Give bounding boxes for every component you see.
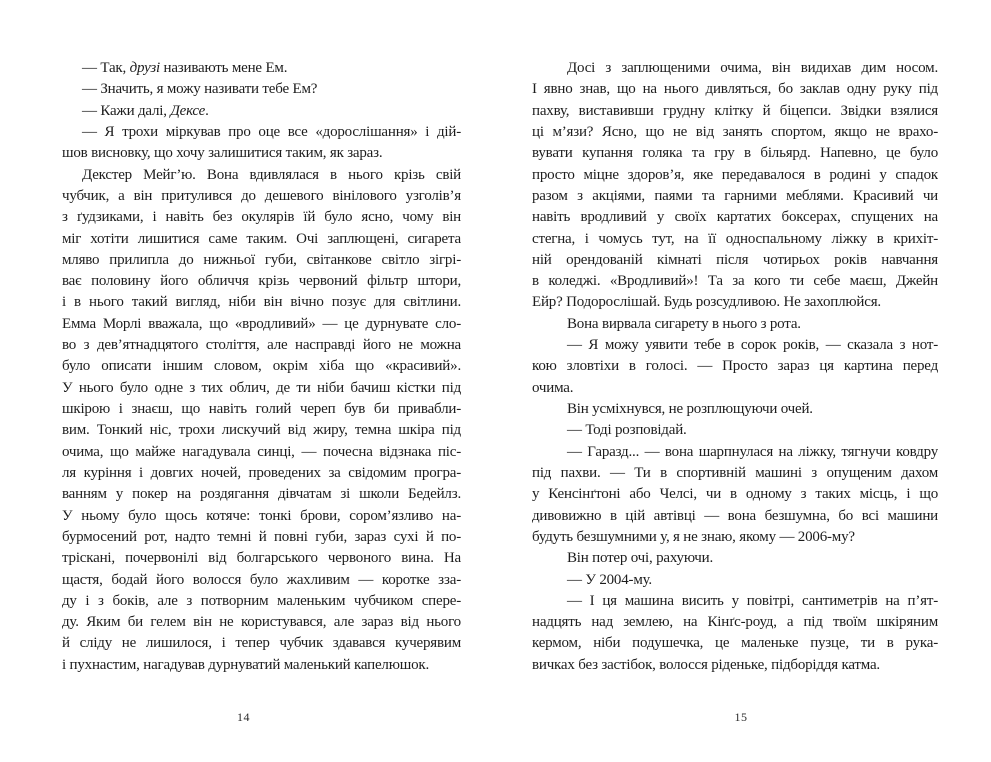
text-line: і в нього такий вигляд, ніби він вічно позує для світлини. [62, 294, 461, 311]
text-line: вим. Тонкий ніс, трохи лискучий від жиру, темна шкіра під [62, 422, 461, 439]
text-line: разом з акціями, паями та гарними меблями. Красивий чи [532, 187, 938, 204]
text-line: навіть вродливий у своїх картатих боксерах, спущених на [532, 209, 938, 226]
text-line: надцять над землею, на Кінґс-роуд, а під твоїм шкіряним [532, 614, 938, 631]
text-line: — Я можу уявити тебе в сорок років, — сказала з нот- [567, 337, 938, 354]
text-line: — Кажи далі, Дексе. [82, 102, 209, 119]
text-line: під пахви. — Ти в спортивній машині з опущеним дахом [532, 464, 938, 481]
text-line: — Так, друзі називають мене Ем. [82, 60, 288, 76]
text-line: ду і з боків, але з потворним маленьким чубчиком спере- [62, 592, 461, 609]
text-line: Емма Морлі вважала, що «вродливий» — це дурнувате сло- [62, 315, 461, 332]
text-line: будуть безшумними у, я не знаю, якому — 2006-му? [532, 528, 855, 545]
text-line: ній орендованій кімнаті після чотирьох років навчання [532, 251, 938, 268]
text-line: і пухнастим, нагадував дурнуватий маленький капелюшок. [62, 656, 430, 673]
text-line: І явно знав, що на нього дивляться, бо заклав одну руку під [532, 81, 938, 98]
text-line: пахву, виставивши грудну клітку й біцепси. Звідки взялися [532, 102, 938, 119]
text-line: Декстер Мейг’ю. Вона вдивлялася в нього крізь свій [82, 166, 461, 183]
page-left-text-block [62, 58, 461, 676]
text-line: — У 2004-му. [567, 571, 652, 588]
text-line: дивовижно в цій автівці — вона безшумна, бо всі машини [532, 507, 938, 524]
text-line: очима. [532, 379, 574, 396]
page-right-text-block [532, 58, 938, 676]
text-line: очима, що майже нагадувала синці, — почесна відзнака піс- [62, 443, 461, 460]
text-line: кермом, ніби подушечка, це маленьке пузце, ти в рука- [532, 635, 938, 652]
text-line: ду. Яким би гелем він не користувався, але зараз від нього [62, 614, 461, 631]
text-line: ля куріння і довгих ночей, проведених за свідомим програ- [62, 464, 461, 481]
text-line: міг хотіти лишитися саме таким. Очі заплющені, сигарета [62, 230, 461, 247]
text-line: в коледжі. «Вродливий»! Та за кого ти себе маєш, Джейн [532, 273, 938, 290]
text-line: шов висновку, що хочу залишитися таким, як зараз. [62, 145, 383, 162]
text-line: У ньому було щось котяче: тонкі брови, сором’язливо на- [62, 507, 461, 524]
text-line: й сліду не лишилося, і тепер чубчик здавався кучерявим [62, 635, 461, 652]
text-line: во з дев’ятнадцятого століття, але насправді його не можна [62, 337, 461, 354]
text-line: у Кенсінґтоні або Челсі, чи в одному з таких місць, і що [532, 486, 938, 503]
text-line: шкірою і знаєш, що навіть голий череп був би привабли- [62, 401, 461, 417]
text-line: У нього було одне з тих облич, де ти ніби бачиш кістки під [62, 379, 461, 396]
text-line: стегна, і чомусь тут, на її односпальному ліжку в крихіт- [532, 230, 938, 247]
text-line: Він усміхнувся, не розплющуючи очей. [567, 401, 813, 417]
text-line: вувати купання голяка та гру в більярд. Напевно, це було [532, 145, 938, 162]
text-line: бурмосений рот, надто темні й повні губи, зараз сухі й по- [62, 528, 461, 545]
text-line: — І ця машина висить у повітрі, сантиметрів на п’ят- [567, 592, 938, 609]
text-line: було описати іншим словом, окрім хіба що «красивий». [62, 358, 461, 375]
text-line: мляво прилипла до нижньої губи, світанкове світло зігрі- [62, 251, 461, 268]
page-right-number: 15 [734, 710, 748, 724]
text-line: Ейр? Подорослішай. Будь розсудливою. Не захоплюйся. [532, 294, 881, 311]
text-line: — Я трохи міркував про оце все «дорослішання» і дій- [82, 123, 461, 140]
text-line: Досі з заплющеними очима, він видихав дим носом. [567, 60, 938, 76]
page-left-number: 14 [237, 710, 250, 724]
text-line: щастя, бодай його волосся було жахливим — коротке зза- [62, 571, 461, 588]
text-line: Вона вирвала сигарету в нього з рота. [567, 315, 801, 332]
text-line: з ґудзиками, і навіть без окулярів їй було ясно, чому він [62, 209, 461, 226]
text-line: — Значить, я можу називати тебе Ем? [82, 81, 318, 98]
text-line: чубчик, а він притулився до дешевого вінілового узголів’я [62, 187, 461, 204]
text-line: кою зловтіхи в голосі. — Просто зараз ця картина перед [532, 358, 938, 375]
text-line: ванням у покер на роздягання дівчатам зі школи Бедейлз. [62, 486, 461, 503]
text-line: вичках без застібок, волосся ріденьке, підборіддя катма. [532, 656, 880, 673]
page-left [62, 58, 461, 738]
text-line: тріскані, почервонілі від болгарського червоного вина. На [62, 550, 461, 567]
text-line: ває половину його обличчя крізь червоний фільтр штори, [62, 273, 461, 290]
text-line: — Гаразд... — вона шарпнулася на ліжку, тягнучи ковдру [567, 443, 938, 460]
text-line: Він потер очі, рахуючи. [567, 550, 714, 567]
text-line: просто міцне здоров’я, яке передавалося в родині у спадок [532, 166, 938, 183]
text-line: ці м’язи? Ясно, що не від занять спортом, якщо не врахо- [532, 123, 938, 140]
page-right [532, 58, 938, 738]
text-line: — Тоді розповідай. [567, 422, 687, 439]
